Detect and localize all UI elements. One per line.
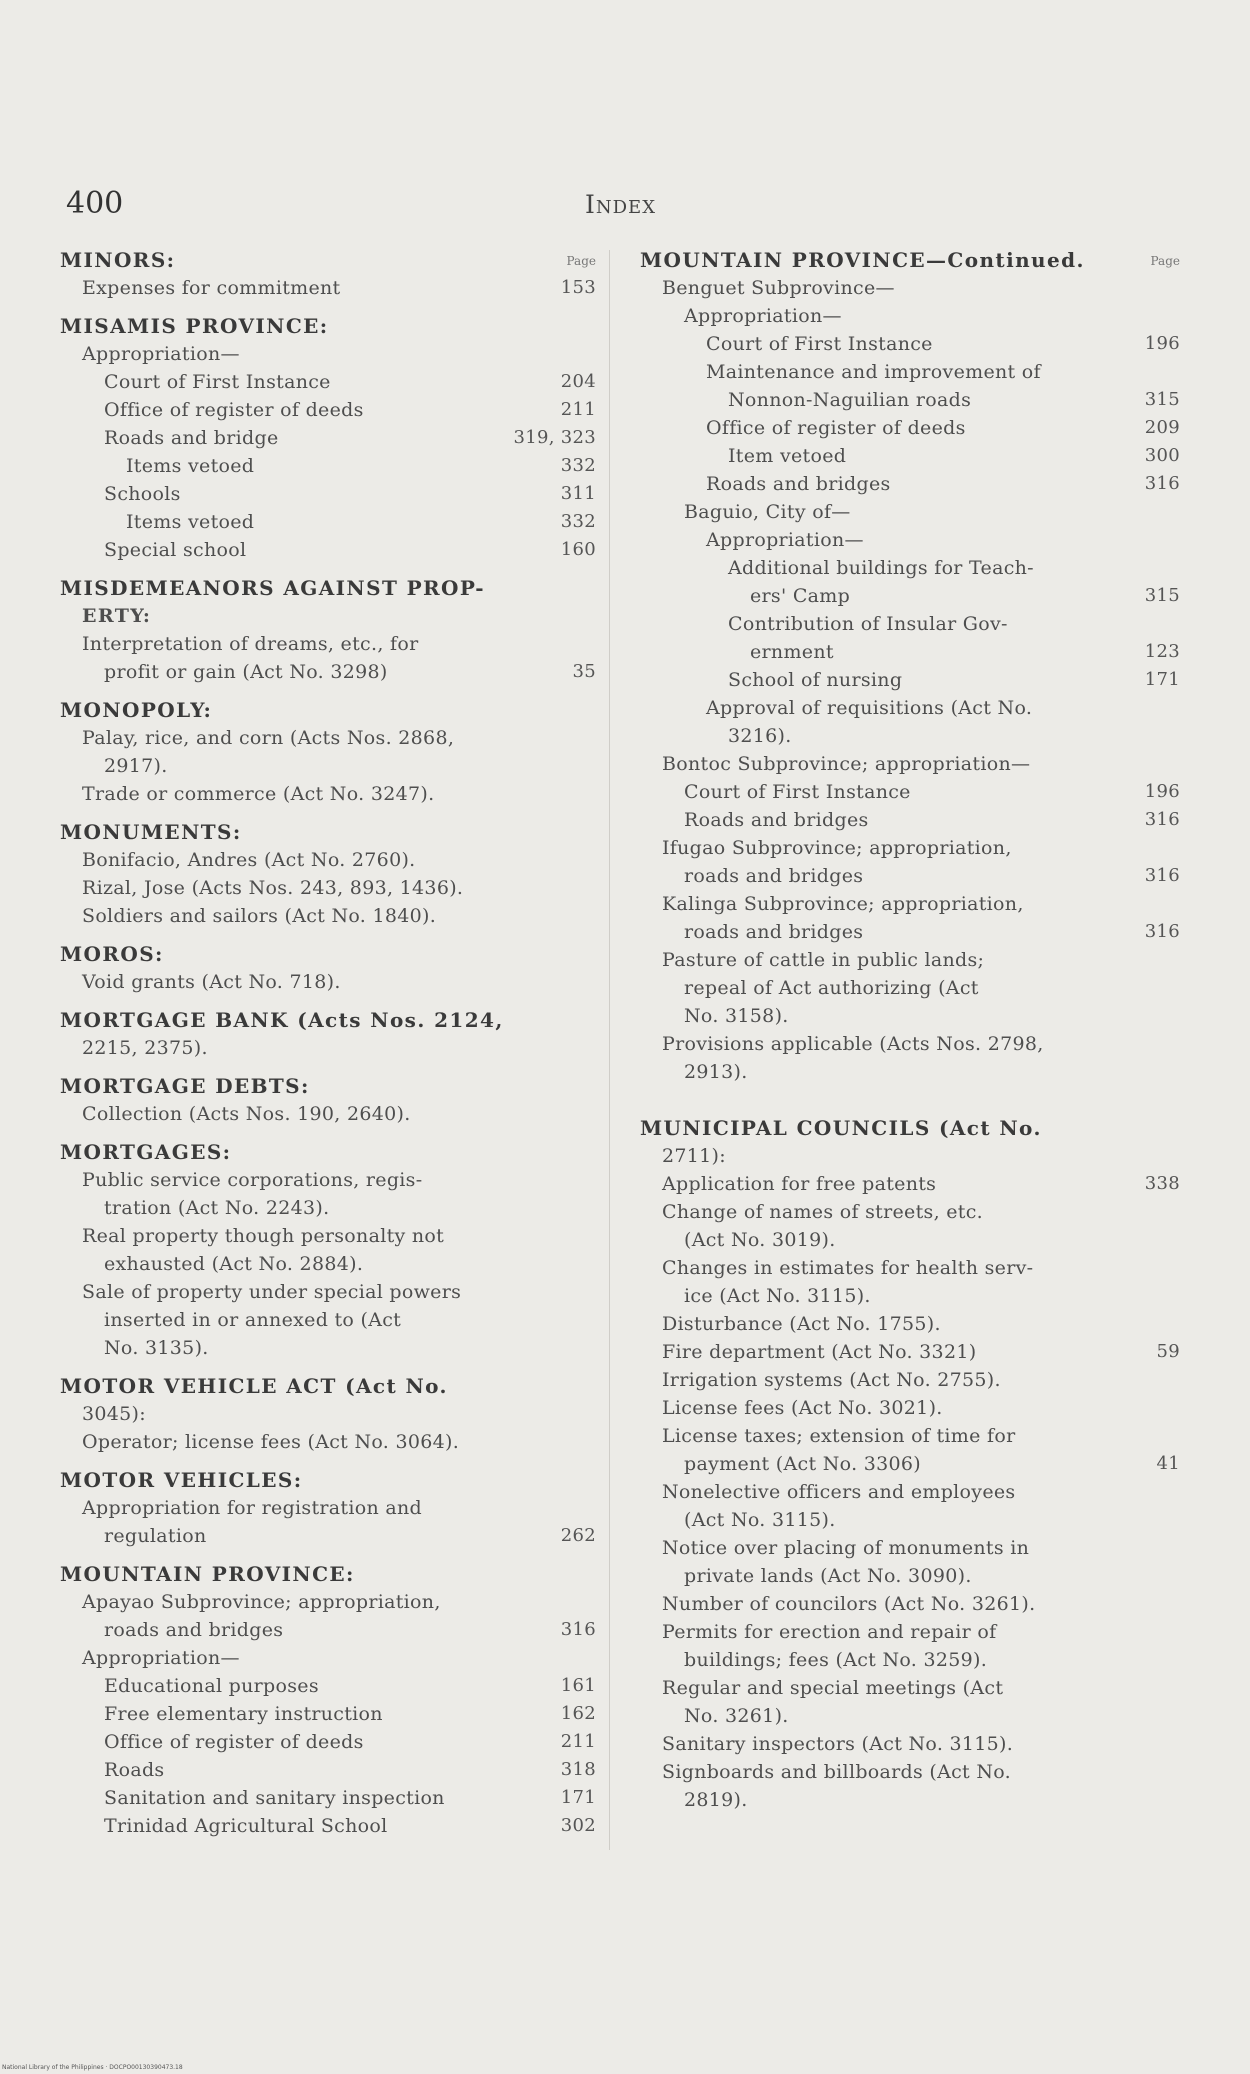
index-entry: [640, 1534, 1180, 1562]
index-heading: [60, 1372, 596, 1400]
entry-text: Disturbance (Act No. 1755).: [662, 1313, 941, 1335]
page-reference: 316: [1144, 921, 1180, 942]
index-entry-continuation: [60, 752, 596, 780]
index-entry: [640, 442, 1180, 470]
heading-text: MORTGAGE BANK (Acts Nos. 2124,: [60, 1008, 504, 1032]
page-reference: 196: [1144, 333, 1180, 354]
index-entry-continuation: [60, 1194, 596, 1222]
index-entry: [640, 1198, 1180, 1226]
entry-text: payment (Act No. 3306): [684, 1453, 922, 1475]
index-entry-continuation: [640, 1562, 1180, 1590]
entry-text: ERTY:: [82, 605, 152, 627]
entry-text: Appropriation—: [684, 305, 842, 327]
entry-text: License fees (Act No. 3021).: [662, 1397, 943, 1419]
index-entry: [60, 846, 596, 874]
entry-text: Roads and bridge: [104, 427, 279, 449]
entry-text: buildings; fees (Act No. 3259).: [684, 1649, 988, 1671]
entry-text: Ifugao Subprovince; appropriation,: [662, 837, 1012, 859]
entry-text: Items vetoed: [126, 455, 255, 477]
entry-text: Regular and special meetings (Act: [662, 1677, 1004, 1699]
index-entry: [640, 498, 1180, 526]
entry-text: Number of councilors (Act No. 3261).: [662, 1593, 1036, 1615]
entry-text: Free elementary instruction: [104, 1703, 383, 1725]
index-entry: [60, 452, 596, 480]
heading-text: MISDEMEANORS AGAINST PROP-: [60, 576, 485, 600]
section-spacer: [640, 1086, 1180, 1104]
page-reference: 153: [560, 277, 596, 298]
index-entry: [640, 806, 1180, 834]
index-heading: [60, 1466, 596, 1494]
page-title: Index: [585, 190, 657, 219]
index-heading: [60, 574, 596, 602]
entry-text: Real property though personalty not: [82, 1225, 445, 1247]
entry-text: Court of First Instance: [706, 333, 933, 355]
entry-text: Operator; license fees (Act No. 3064).: [82, 1431, 460, 1453]
entry-text: Permits for erection and repair of: [662, 1621, 997, 1643]
index-entry-continuation: [60, 1334, 596, 1362]
entry-text: Nonnon-Naguilian roads: [728, 389, 972, 411]
entry-text: Interpretation of dreams, etc., for: [82, 633, 419, 655]
entry-text: Apayao Subprovince; appropriation,: [82, 1591, 441, 1613]
entry-text: Bonifacio, Andres (Act No. 2760).: [82, 849, 416, 871]
page-column-label: Page: [566, 254, 596, 268]
entry-text: Roads and bridges: [684, 809, 869, 831]
index-entry: [60, 340, 596, 368]
index-entry: [60, 780, 596, 808]
page-reference: 171: [1144, 669, 1180, 690]
entry-text: Collection (Acts Nos. 190, 2640).: [82, 1103, 411, 1125]
index-entry: [640, 330, 1180, 358]
index-heading: [60, 312, 596, 340]
index-entry: [60, 1166, 596, 1194]
index-entry: [60, 874, 596, 902]
index-entry-continuation: [640, 974, 1180, 1002]
index-entry: [640, 1618, 1180, 1646]
page-reference: 161: [560, 1675, 596, 1696]
index-entry: [640, 358, 1180, 386]
entry-text: Provisions applicable (Acts Nos. 2798,: [662, 1033, 1044, 1055]
index-entry: [640, 554, 1180, 582]
heading-text: MOTOR VEHICLE ACT (Act No.: [60, 1374, 448, 1398]
entry-text: Kalinga Subprovince; appropriation,: [662, 893, 1024, 915]
entry-text: School of nursing: [728, 669, 903, 691]
index-entry: [640, 1730, 1180, 1758]
entry-text: Educational purposes: [104, 1675, 319, 1697]
index-entry-continuation: [640, 1142, 1180, 1170]
index-entry: [640, 1758, 1180, 1786]
index-entry: [60, 724, 596, 752]
entry-text: Special school: [104, 539, 247, 561]
index-entry: [640, 1394, 1180, 1422]
index-entry: [60, 480, 596, 508]
entry-text: Bontoc Subprovince; appropriation—: [662, 753, 1031, 775]
page-reference: 338: [1144, 1173, 1180, 1194]
page-reference: 302: [560, 1815, 596, 1836]
entry-text: 3216).: [728, 725, 792, 747]
entry-text: Application for free patents: [662, 1173, 937, 1195]
index-entry: [60, 902, 596, 930]
index-entry: [640, 274, 1180, 302]
index-heading: [60, 1006, 596, 1034]
index-entry: [640, 694, 1180, 722]
entry-text: regulation: [104, 1525, 207, 1547]
index-entry-continuation: [640, 862, 1180, 890]
index-entry-continuation: [640, 1646, 1180, 1674]
entry-text: roads and bridges: [684, 921, 864, 943]
index-entry-continuation: [640, 638, 1180, 666]
index-entry: [640, 1422, 1180, 1450]
index-entry: [640, 946, 1180, 974]
index-entry: [640, 890, 1180, 918]
entry-text: Sanitation and sanitary inspection: [104, 1787, 445, 1809]
index-entry: [60, 368, 596, 396]
heading-text: MORTGAGE DEBTS:: [60, 1074, 310, 1098]
entry-text: Irrigation systems (Act No. 2755).: [662, 1369, 1001, 1391]
entry-text: Sanitary inspectors (Act No. 3115).: [662, 1733, 1014, 1755]
index-entry-continuation: [640, 1226, 1180, 1254]
page-reference: 123: [1144, 641, 1180, 662]
entry-text: (Act No. 3115).: [684, 1509, 836, 1531]
index-entry: [640, 302, 1180, 330]
page-reference: 315: [1144, 585, 1180, 606]
page-reference: 204: [560, 371, 596, 392]
index-entry-continuation: [60, 658, 596, 686]
index-entry-continuation: [640, 918, 1180, 946]
index-entry: [640, 1030, 1180, 1058]
index-entry-continuation: [60, 1034, 596, 1062]
page-number: 400: [66, 186, 124, 221]
entry-text: Baguio, City of—: [684, 501, 851, 523]
entry-text: Expenses for commitment: [82, 277, 341, 299]
index-entry: [60, 396, 596, 424]
entry-text: Pasture of cattle in public lands;: [662, 949, 985, 971]
page-reference: 300: [1144, 445, 1180, 466]
page-column-label: Page: [1150, 254, 1180, 268]
entry-text: Court of First Instance: [684, 781, 911, 803]
index-entry: [640, 834, 1180, 862]
index-entry: [640, 470, 1180, 498]
entry-text: Item vetoed: [728, 445, 847, 467]
index-entry: [60, 1494, 596, 1522]
index-entry: [60, 536, 596, 564]
index-heading: [60, 818, 596, 846]
index-entry-continuation: [640, 1002, 1180, 1030]
entry-text: exhausted (Act No. 2884).: [104, 1253, 364, 1275]
entry-text: Trade or commerce (Act No. 3247).: [82, 783, 435, 805]
index-entry: [60, 1812, 596, 1840]
index-entry-continuation: [640, 1506, 1180, 1534]
entry-text: Approval of requisitions (Act No.: [706, 697, 1033, 719]
entry-text: Signboards and billboards (Act No.: [662, 1761, 1011, 1783]
entry-text: private lands (Act No. 3090).: [684, 1565, 972, 1587]
heading-text: MOUNTAIN PROVINCE:: [60, 1562, 355, 1586]
entry-text: profit or gain (Act No. 3298): [104, 661, 388, 683]
index-entry-continuation: [60, 1306, 596, 1334]
index-entry-continuation: [640, 1450, 1180, 1478]
entry-text: No. 3261).: [684, 1705, 789, 1727]
index-entry: [640, 1366, 1180, 1394]
page-reference: 316: [560, 1619, 596, 1640]
index-entry-continuation: [640, 1702, 1180, 1730]
entry-text: repeal of Act authorizing (Act: [684, 977, 979, 999]
index-entry: [640, 1254, 1180, 1282]
entry-text: Void grants (Act No. 718).: [82, 971, 341, 993]
index-entry-continuation: [640, 1058, 1180, 1086]
entry-text: Appropriation—: [82, 343, 240, 365]
entry-text: Trinidad Agricultural School: [104, 1815, 388, 1837]
index-heading: [640, 246, 1180, 274]
entry-text: License taxes; extension of time for: [662, 1425, 1016, 1447]
entry-text: Roads: [104, 1759, 165, 1781]
page-reference: 315: [1144, 389, 1180, 410]
entry-text: No. 3135).: [104, 1337, 209, 1359]
heading-text: MORTGAGES:: [60, 1140, 232, 1164]
entry-text: 2917).: [104, 755, 168, 777]
entry-text: Appropriation for registration and: [82, 1497, 422, 1519]
page-reference: 160: [560, 539, 596, 560]
index-heading: [60, 1560, 596, 1588]
index-entry-continuation: [640, 1786, 1180, 1814]
entry-text: Appropriation—: [82, 1647, 240, 1669]
index-entry: [640, 1478, 1180, 1506]
entry-text: (Act No. 3019).: [684, 1229, 836, 1251]
index-entry-continuation: [640, 582, 1180, 610]
index-heading: [60, 696, 596, 724]
entry-text: inserted in or annexed to (Act: [104, 1309, 402, 1331]
index-heading: [60, 940, 596, 968]
page-reference: 332: [560, 511, 596, 532]
index-entry: [60, 630, 596, 658]
entry-text: Office of register of deeds: [706, 417, 966, 439]
entry-text: No. 3158).: [684, 1005, 789, 1027]
entry-text: Contribution of Insular Gov-: [728, 613, 1008, 635]
entry-text: Office of register of deeds: [104, 399, 364, 421]
index-heading: [640, 1114, 1180, 1142]
index-entry: [60, 1588, 596, 1616]
index-entry: [60, 1728, 596, 1756]
heading-text: MINORS:: [60, 248, 176, 272]
index-entry: [640, 778, 1180, 806]
index-heading: [60, 1072, 596, 1100]
index-column-left: [60, 246, 596, 1840]
index-entry: [640, 1170, 1180, 1198]
index-entry: [60, 424, 596, 452]
page-reference: 211: [560, 399, 596, 420]
page-reference: 332: [560, 455, 596, 476]
column-divider: [609, 250, 610, 1850]
index-entry: [640, 1674, 1180, 1702]
entry-text: Maintenance and improvement of: [706, 361, 1041, 383]
entry-text: Changes in estimates for health serv-: [662, 1257, 1034, 1279]
entry-text: ice (Act No. 3115).: [684, 1285, 871, 1307]
entry-text: Fire department (Act No. 3321): [662, 1341, 977, 1363]
entry-text: roads and bridges: [104, 1619, 284, 1641]
page-reference: 318: [560, 1759, 596, 1780]
entry-text: Appropriation—: [706, 529, 864, 551]
entry-text: Court of First Instance: [104, 371, 331, 393]
entry-text: Rizal, Jose (Acts Nos. 243, 893, 1436).: [82, 877, 464, 899]
index-entry: [640, 526, 1180, 554]
index-entry-continuation: [60, 602, 596, 630]
entry-text: ers' Camp: [750, 585, 851, 607]
index-entry: [60, 1700, 596, 1728]
entry-text: Benguet Subprovince—: [662, 277, 895, 299]
index-entry: [640, 610, 1180, 638]
index-heading: [60, 1138, 596, 1166]
page-reference: 41: [1156, 1453, 1180, 1474]
page-reference: 196: [1144, 781, 1180, 802]
entry-text: 2215, 2375).: [82, 1037, 208, 1059]
entry-text: 2819).: [684, 1789, 748, 1811]
index-entry-continuation: [60, 1250, 596, 1278]
entry-text: Palay, rice, and corn (Acts Nos. 2868,: [82, 727, 455, 749]
entry-text: Additional buildings for Teach-: [728, 557, 1034, 579]
footer-credit: National Library of the Philippines · DOCPO00130390473.18: [2, 2064, 183, 2071]
entry-text: Nonelective officers and employees: [662, 1481, 1016, 1503]
page-reference: 262: [560, 1525, 596, 1546]
index-entry-continuation: [60, 1522, 596, 1550]
index-entry: [640, 414, 1180, 442]
entry-text: 2913).: [684, 1061, 748, 1083]
entry-text: Items vetoed: [126, 511, 255, 533]
entry-text: Office of register of deeds: [104, 1731, 364, 1753]
index-entry: [60, 1756, 596, 1784]
index-entry: [60, 1644, 596, 1672]
index-entry: [60, 1784, 596, 1812]
page-reference: 316: [1144, 473, 1180, 494]
entry-text: tration (Act No. 2243).: [104, 1197, 330, 1219]
heading-text: MOTOR VEHICLES:: [60, 1468, 303, 1492]
index-entry: [640, 1338, 1180, 1366]
index-entry-continuation: [640, 1282, 1180, 1310]
page-reference: 162: [560, 1703, 596, 1724]
page-reference: 171: [560, 1787, 596, 1808]
heading-text: MISAMIS PROVINCE:: [60, 314, 329, 338]
entry-text: Public service corporations, regis-: [82, 1169, 423, 1191]
index-entry-continuation: [640, 722, 1180, 750]
index-entry: [60, 1428, 596, 1456]
heading-text: MOUNTAIN PROVINCE—Continued.: [640, 248, 1085, 272]
entry-text: 3045):: [82, 1403, 146, 1425]
index-entry: [60, 1672, 596, 1700]
entry-text: Schools: [104, 483, 181, 505]
page-reference: 316: [1144, 809, 1180, 830]
entry-text: Soldiers and sailors (Act No. 1840).: [82, 905, 437, 927]
heading-text: MONUMENTS:: [60, 820, 242, 844]
entry-text: Change of names of streets, etc.: [662, 1201, 984, 1223]
index-entry-continuation: [60, 1400, 596, 1428]
page-reference: 211: [560, 1731, 596, 1752]
entry-text: roads and bridges: [684, 865, 864, 887]
index-heading: [60, 246, 596, 274]
page-reference: 209: [1144, 417, 1180, 438]
index-entry: [60, 1100, 596, 1128]
heading-text: MUNICIPAL COUNCILS (Act No.: [640, 1116, 1042, 1140]
entry-text: Sale of property under special powers: [82, 1281, 462, 1303]
entry-text: Notice over placing of monuments in: [662, 1537, 1030, 1559]
index-entry: [640, 1590, 1180, 1618]
page-reference: 35: [572, 661, 596, 682]
index-entry: [640, 750, 1180, 778]
index-entry: [60, 1222, 596, 1250]
index-entry-continuation: [640, 386, 1180, 414]
entry-text: 2711):: [662, 1145, 726, 1167]
index-entry-continuation: [60, 1616, 596, 1644]
entry-text: Roads and bridges: [706, 473, 891, 495]
page-reference: 316: [1144, 865, 1180, 886]
page-reference: 311: [560, 483, 596, 504]
entry-text: ernment: [750, 641, 834, 663]
index-entry: [60, 274, 596, 302]
heading-text: MOROS:: [60, 942, 164, 966]
index-column-right: [640, 246, 1180, 1814]
index-entry: [60, 508, 596, 536]
page-reference: 59: [1156, 1341, 1180, 1362]
heading-text: MONOPOLY:: [60, 698, 213, 722]
page-reference: 319, 323: [513, 427, 596, 448]
index-entry: [60, 1278, 596, 1306]
index-entry: [640, 666, 1180, 694]
index-entry: [60, 968, 596, 996]
index-entry: [640, 1310, 1180, 1338]
